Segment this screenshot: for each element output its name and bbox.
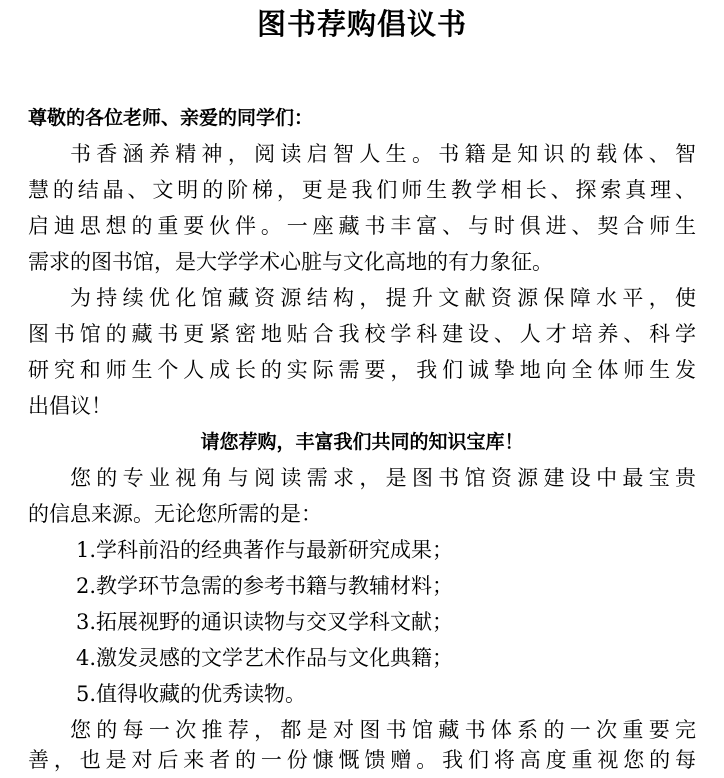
paragraph-line: 需求的图书馆，是大学学术心脏与文化高地的有力象征。 <box>28 250 553 274</box>
list-item: 3.拓展视野的通识读物与交叉学科文献； <box>76 610 454 634</box>
list-item: 1.学科前沿的经典著作与最新研究成果； <box>76 538 454 562</box>
list-item: 5.值得收藏的优秀读物。 <box>76 682 307 706</box>
paragraph-line: 为持续优化馆藏资源结构，提升文献资源保障水平，使 <box>70 286 696 310</box>
paragraph-line: 善，也是对后来者的一份慷慨馈赠。我们将高度重视您的每 <box>28 748 696 772</box>
paragraph-line: 的信息来源。无论您所需的是： <box>28 502 322 526</box>
document-title: 图书荐购倡议书 <box>256 7 467 41</box>
paragraph-line: 书香涵养精神，阅读启智人生。书籍是知识的载体、智 <box>70 142 696 166</box>
paragraph-line: 您的每一次推荐，都是对图书馆藏书体系的一次重要完 <box>70 718 696 742</box>
salutation: 尊敬的各位老师、亲爱的同学们： <box>28 107 314 129</box>
paragraph-line: 图书馆的藏书更紧密地贴合我校学科建设、人才培养、科学 <box>28 322 696 346</box>
paragraph-line: 出倡议！ <box>28 394 112 418</box>
section-heading: 请您荐购，丰富我们共同的知识宝库！ <box>200 431 524 453</box>
paragraph-line: 启迪思想的重要伙伴。一座藏书丰富、与时俱进、契合师生 <box>28 214 696 238</box>
paragraph-line: 您的专业视角与阅读需求，是图书馆资源建设中最宝贵 <box>70 466 696 490</box>
list-item: 4.激发灵感的文学艺术作品与文化典籍； <box>76 646 454 670</box>
paragraph-line: 研究和师生个人成长的实际需要，我们诚挚地向全体师生发 <box>28 358 696 382</box>
list-item: 2.教学环节急需的参考书籍与教辅材料； <box>76 574 454 598</box>
paragraph-line: 慧的结晶、文明的阶梯，更是我们师生教学相长、探索真理、 <box>28 178 696 202</box>
